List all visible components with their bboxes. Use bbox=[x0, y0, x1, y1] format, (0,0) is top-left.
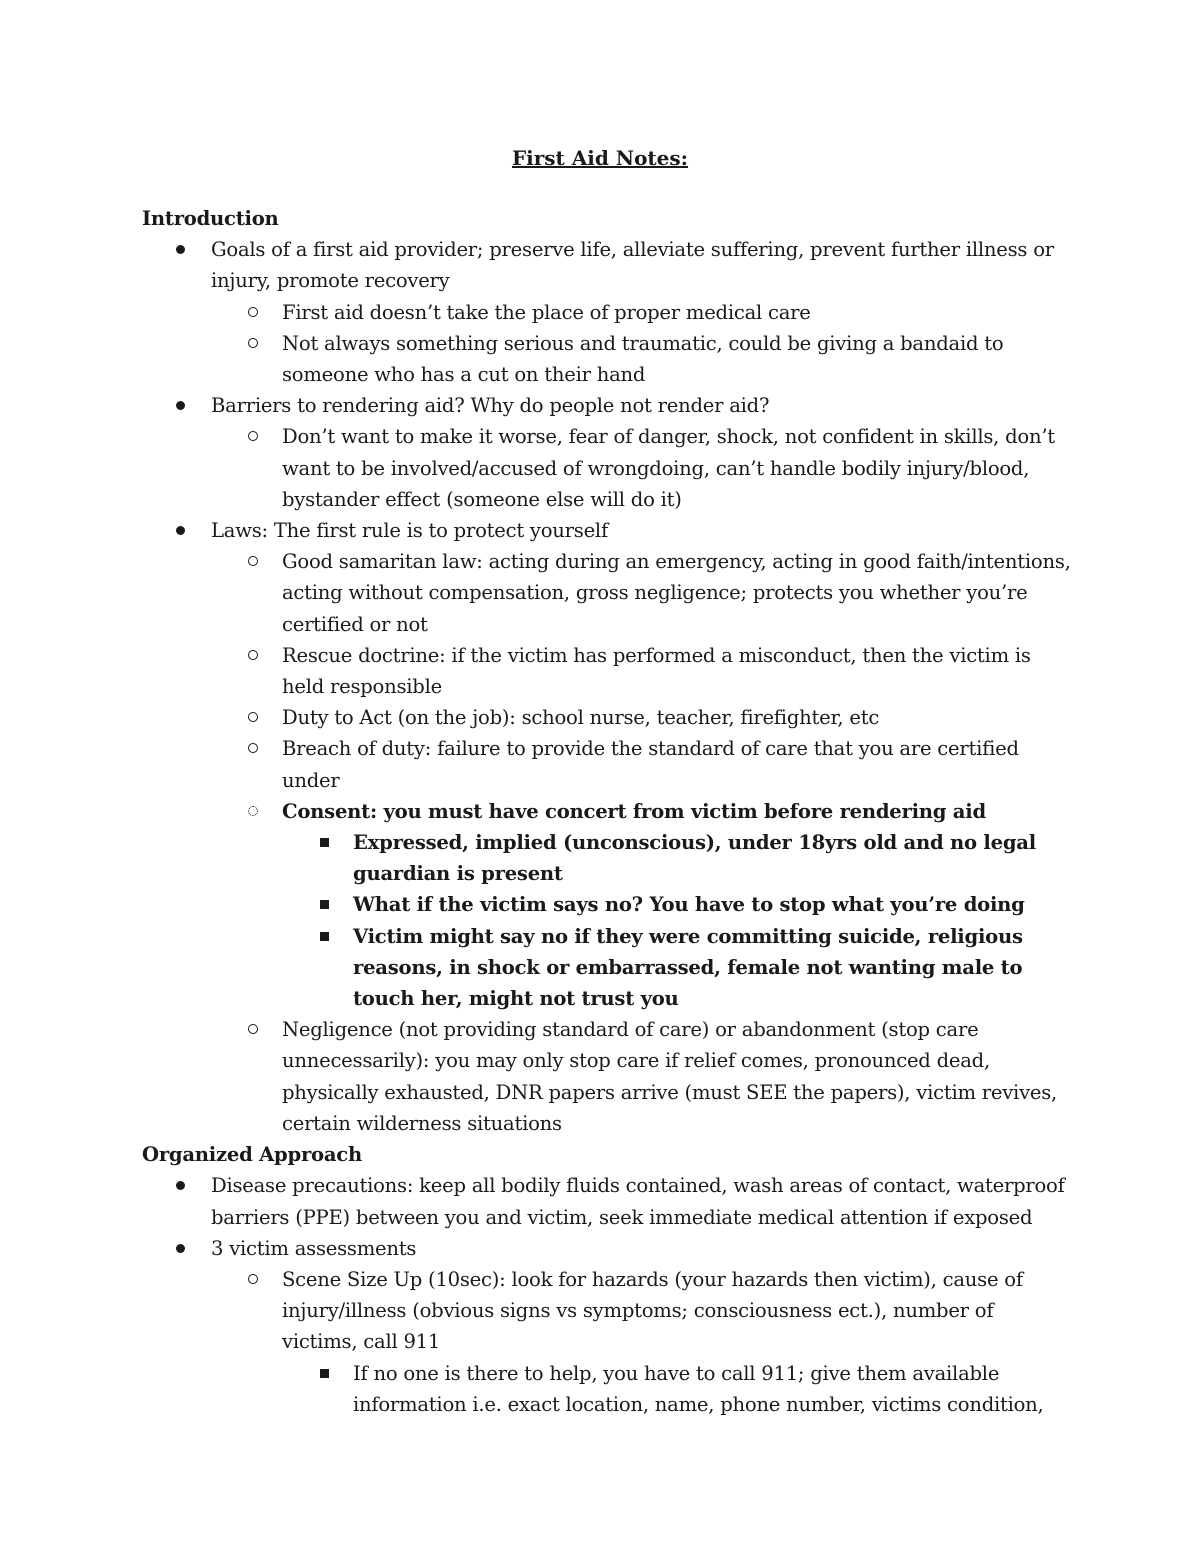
list-item-text: Victim might say no if they were committing suicide, religious reasons, in shock or embarrassed, female not wanting male to touch her, might not trust you bbox=[353, 924, 1023, 1011]
list-item-text: First aid doesn’t take the place of proper medical care bbox=[282, 300, 811, 324]
list-item bbox=[142, 421, 1072, 515]
list-item bbox=[142, 1233, 1072, 1264]
bullet-dot-icon bbox=[170, 515, 190, 546]
bullet-dot-icon bbox=[170, 1233, 190, 1264]
list-item-text: Good samaritan law: acting during an emergency, acting in good faith/intentions, acting without compensation, gross negligence; protects you whether you’re certified or not bbox=[282, 550, 1071, 636]
notes-body bbox=[142, 203, 1072, 1420]
list-item bbox=[142, 702, 1072, 733]
list-item bbox=[142, 1170, 1072, 1232]
bullet-ring-icon bbox=[243, 796, 263, 827]
bullet-ring-icon bbox=[243, 546, 263, 577]
list-item bbox=[142, 827, 1072, 889]
list-item-text: Barriers to rendering aid? Why do people not render aid? bbox=[211, 394, 770, 418]
list-item-text: What if the victim says no? You have to stop what you’re doing bbox=[353, 893, 1025, 917]
section-heading-organized-approach: Organized Approach bbox=[142, 1143, 362, 1167]
bullet-ring-icon bbox=[243, 297, 263, 328]
list-item bbox=[142, 1358, 1072, 1420]
list-item-text: Consent: you must have concert from victim before rendering aid bbox=[282, 799, 986, 823]
bullet-ring-icon bbox=[243, 1264, 263, 1295]
bullet-square-icon bbox=[314, 889, 334, 920]
list-item-text: Laws: The first rule is to protect yourself bbox=[211, 519, 608, 543]
list-item bbox=[142, 796, 1072, 827]
list-item bbox=[142, 515, 1072, 546]
list-item-text: If no one is there to help, you have to call 911; give them available information i.e. exact location, name, phone number, victims condition, bbox=[353, 1361, 1044, 1416]
list-item-text: Scene Size Up (10sec): look for hazards (your hazards then victim), cause of injury/illness (obvious signs vs symptoms; consciousness ect.), number of victims, call 911 bbox=[282, 1267, 1023, 1354]
bullet-square-icon bbox=[314, 827, 334, 858]
list-item-text: Goals of a first aid provider; preserve life, alleviate suffering, prevent further illness or injury, promote recovery bbox=[211, 238, 1054, 293]
list-item-text: 3 victim assessments bbox=[211, 1236, 417, 1260]
list-item-text: Don’t want to make it worse, fear of danger, shock, not confident in skills, don’t want to be involved/accused of wrongdoing, can’t handle bodily injury/blood, bystander effect (someone else will do it) bbox=[282, 425, 1055, 511]
list-item bbox=[142, 390, 1072, 421]
section-heading-introduction: Introduction bbox=[142, 207, 279, 230]
bullet-square-icon bbox=[314, 921, 334, 952]
organized-approach-list bbox=[142, 1170, 1072, 1420]
list-item-text: Duty to Act (on the job): school nurse, teacher, firefighter, etc bbox=[282, 706, 880, 730]
list-item-text: Expressed, implied (unconscious), under 18yrs old and no legal guardian is present bbox=[353, 831, 1036, 886]
list-item-text: Not always something serious and traumatic, could be giving a bandaid to someone who has a cut on their hand bbox=[282, 331, 1004, 387]
list-item-text: Rescue doctrine: if the victim has performed a misconduct, then the victim is held responsible bbox=[282, 643, 1031, 699]
bullet-dot-icon bbox=[170, 1170, 190, 1201]
introduction-list bbox=[142, 234, 1072, 1139]
list-item bbox=[142, 733, 1072, 795]
list-item bbox=[142, 297, 1072, 328]
list-item-text: Breach of duty: failure to provide the standard of care that you are certified under bbox=[282, 737, 1019, 792]
bullet-ring-icon bbox=[243, 328, 263, 359]
bullet-ring-icon bbox=[243, 733, 263, 764]
list-item bbox=[142, 889, 1072, 920]
bullet-ring-icon bbox=[243, 421, 263, 452]
list-item bbox=[142, 234, 1072, 296]
page-title: First Aid Notes: bbox=[511, 146, 689, 170]
list-item bbox=[142, 1264, 1072, 1358]
list-item bbox=[142, 640, 1072, 702]
list-item bbox=[142, 328, 1072, 390]
list-item bbox=[142, 921, 1072, 1015]
bullet-ring-icon bbox=[243, 640, 263, 671]
list-item-text: Negligence (not providing standard of care) or abandonment (stop care unnecessarily): you may only stop care if relief comes, pronounced dead, physically exhausted, DNR papers arrive (must SEE the papers), victim revives, certain wilderness situations bbox=[282, 1018, 1058, 1135]
list-item bbox=[142, 1014, 1072, 1139]
bullet-ring-icon bbox=[243, 1014, 263, 1045]
bullet-dot-icon bbox=[170, 390, 190, 421]
bullet-dot-icon bbox=[170, 234, 190, 265]
list-item bbox=[142, 546, 1072, 640]
list-item-text: Disease precautions: keep all bodily fluids contained, wash areas of contact, waterproof barriers (PPE) between you and victim, seek immediate medical attention if exposed bbox=[211, 1174, 1065, 1229]
bullet-square-icon bbox=[314, 1358, 334, 1389]
bullet-ring-icon bbox=[243, 702, 263, 733]
